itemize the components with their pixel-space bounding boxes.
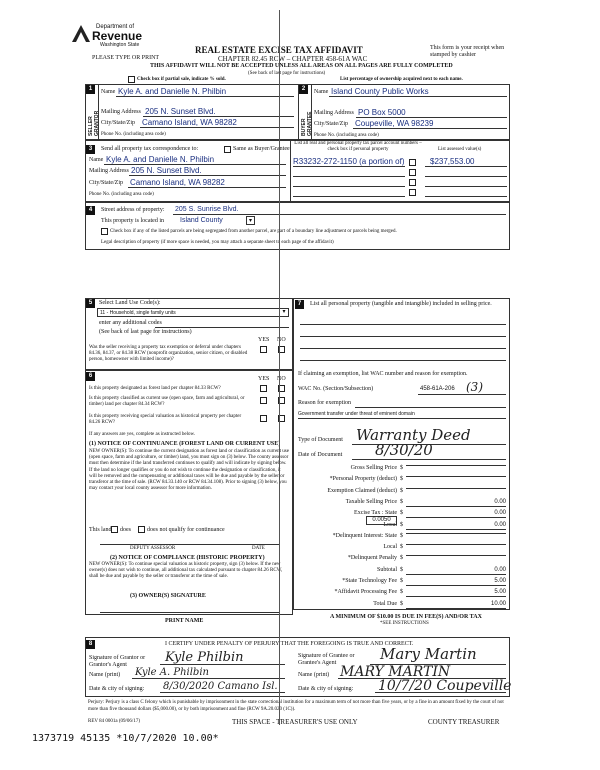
county-treasurer-label: COUNTY TREASURER <box>428 718 500 726</box>
deputy-assessor-label: DEPUTY ASSESSOR <box>130 546 176 551</box>
corr-name-label: Name <box>89 157 104 163</box>
street-address-label: Street address of property: <box>101 207 165 213</box>
calc-row-label: *Delinquent Penalty <box>347 555 397 562</box>
county-dropdown-chevron-icon[interactable]: ▾ <box>246 216 255 225</box>
buyer-city-label: City/State/Zip <box>314 121 348 127</box>
grantee-date[interactable]: 10/7/20 Coupeville <box>378 678 512 694</box>
calc-row-value[interactable] <box>406 555 506 556</box>
print-name-label: PRINT NAME <box>165 618 204 624</box>
personal-property-checkbox-2[interactable] <box>409 169 416 176</box>
receipt-note: This form is your receipt when stamped by cashier <box>430 45 505 58</box>
section-1-number: 1 <box>86 85 95 94</box>
calc-row-label: *State Technology Fee <box>342 578 397 584</box>
calc-row-dollar: $ <box>400 465 403 471</box>
calc-row-dollar: $ <box>400 510 403 517</box>
grantee-name-label: Name (print) <box>298 672 330 678</box>
section-7-number: 7 <box>295 300 304 309</box>
calc-row-label: Excise Tax : State <box>354 510 397 517</box>
see-instructions: *SEE INSTRUCTIONS <box>380 621 429 626</box>
parcel-number[interactable]: R33232-272-1150 (a portion of) <box>293 157 405 166</box>
sec5-yes-header: YES <box>258 337 270 343</box>
wac-handwritten: (3) <box>466 380 483 394</box>
doc-date-value[interactable]: 8/30/20 <box>375 441 433 459</box>
forest-yes-checkbox[interactable] <box>260 385 267 392</box>
personal-property-label: List all personal property (tangible and intangible) included in selling price. <box>310 301 492 307</box>
logo-mark-icon <box>70 22 92 44</box>
calc-row-label: Total Due <box>373 600 397 607</box>
grantor-date[interactable]: 8/30/2020 Camano Isl. <box>163 681 278 692</box>
street-address[interactable]: 205 S. Sunrise Blvd. <box>175 206 239 213</box>
personal-property-checkbox-3[interactable] <box>409 179 416 186</box>
if-yes-instruction: If any answers are yes, complete as instructed below. <box>89 432 196 437</box>
dept-line2: Revenue <box>92 29 143 43</box>
seller-name[interactable]: Kyle A. and Danielle N. Philbin <box>118 87 227 96</box>
buyer-city[interactable]: Coupeville, WA 98239 <box>355 119 434 128</box>
calc-row-label: Local <box>383 521 397 528</box>
calc-row-value[interactable]: 5.00 <box>406 578 506 586</box>
form-title: REAL ESTATE EXCISE TAX AFFIDAVIT <box>195 45 363 55</box>
calc-row-label: Gross Selling Price <box>350 465 397 471</box>
corr-mailing-label: Mailing Address <box>89 168 129 174</box>
calc-row-dollar: $ <box>400 532 403 539</box>
this-land-label: This land <box>89 527 112 533</box>
grantor-signature-label: Signature of Grantor or Grantor's Agent <box>89 655 146 668</box>
perjury-notice: Perjury: Perjury is a class C felony which is punishable by imprisonment in the state correctional institution for a maximum term of not more than five years, or by a fine in an amount fixed by the court of not more than five thousand dollars ($5,000.00), or by both imprisonment and fine (RCW 9A.20.020 (1C)). <box>88 700 504 712</box>
calc-row-label: *Delinquent Interest: State <box>332 532 397 539</box>
calc-row-value[interactable]: 5.00 <box>406 589 506 597</box>
seller-mailing[interactable]: 205 N. Sunset Blvd. <box>145 107 216 116</box>
land-use-chevron-icon: ▾ <box>279 309 288 316</box>
land-use-see-back: (See back of last page for instructions) <box>99 329 192 335</box>
buyer-name-label: Name <box>314 89 329 95</box>
calc-row-label: Exemption Claimed (deduct) <box>327 487 397 494</box>
notice-compliance-body: NEW OWNER(S): To continue special valuation as historic property, sign (3) below. If the new owner(s) does not wish to continue, all additional tax calculated pursuant to chapter 84.26 RCW, shall be due and payable by the seller or transferor at the time of sale. <box>89 562 283 580</box>
reason-value[interactable]: Government transfer under threat of eminent domain <box>298 411 415 417</box>
grantee-date-label: Date & city of signing: <box>298 686 354 692</box>
partial-sale-checkbox[interactable] <box>128 76 135 83</box>
does-checkbox[interactable] <box>111 526 118 533</box>
calc-row-label: Subtotal <box>376 566 397 573</box>
grantor-signature[interactable]: Kyle Philbin <box>165 650 244 665</box>
buyer-label: BUYER GRANTEE <box>301 111 313 136</box>
calc-row-value[interactable]: 10.00 <box>406 601 506 609</box>
calc-row-dollar: $ <box>400 600 403 607</box>
minimum-due: A MINIMUM OF $10.00 IS DUE IN FEE(S) AND/OR TAX <box>330 614 482 620</box>
calc-row-dollar: $ <box>400 476 403 483</box>
wac-label: WAC No. (Section/Subsection) <box>298 386 374 392</box>
calc-row-dollar: $ <box>400 566 403 573</box>
calc-row-dollar: $ <box>400 498 403 505</box>
parcel-header: List all real and personal property tax parcel account numbers – check box if personal property <box>294 141 422 152</box>
section-8-number: 8 <box>86 640 95 649</box>
calc-row-value[interactable] <box>406 488 506 489</box>
calc-row-value[interactable] <box>406 544 506 545</box>
calc-row-value[interactable]: 0.00 <box>406 567 506 575</box>
corr-phone-label: Phone No. (including area code) <box>89 192 154 197</box>
calc-row-label: Taxable Selling Price <box>345 498 397 505</box>
does-label: does <box>120 527 131 533</box>
section-6-number: 6 <box>86 372 95 381</box>
grantee-signature-label: Signature of Grantee or Grantee's Agent <box>298 653 355 666</box>
form-chapter: CHAPTER 82.45 RCW – CHAPTER 458-61A WAC <box>218 55 368 63</box>
does-not-label: does not qualify for continuance <box>147 527 225 533</box>
treasurer-space-label: THIS SPACE - TREASURER'S USE ONLY <box>232 718 358 726</box>
calc-row-dollar: $ <box>400 487 403 494</box>
notice-continuance-title: (1) NOTICE OF CONTINUANCE (FOREST LAND OR CURRENT USE) <box>89 441 281 447</box>
send-correspondence-label: Send all property tax correspondence to: <box>101 146 199 152</box>
calc-row-value[interactable] <box>406 476 506 477</box>
calc-row-dollar: $ <box>400 578 403 584</box>
form-revision: REV 84 0001a (09/06/17) <box>88 719 140 724</box>
calc-row-value[interactable]: 0.00 <box>406 499 506 507</box>
calc-row-dollar: $ <box>400 521 403 528</box>
seller-mailing-label: Mailing Address <box>101 109 141 115</box>
doc-date-label: Date of Document <box>298 452 343 458</box>
calc-row-label: *Personal Property (deduct) <box>329 476 397 483</box>
buyer-name[interactable]: Island County Public Works <box>331 87 429 96</box>
buyer-mailing-label: Mailing Address <box>314 110 354 116</box>
grantor-name-label: Name (print) <box>89 672 121 678</box>
segregated-label: Check box if any of the listed parcels are being segregated from another parcel, are part of a boundary line adjustment or parcels being merged. <box>110 229 397 234</box>
calc-row-dollar: $ <box>400 589 403 596</box>
seller-name-label: Name <box>101 89 116 95</box>
buyer-phone-label: Phone No. (including area code) <box>314 133 379 138</box>
ownership-note: List percentage of ownership acquired next to each name. <box>340 77 463 82</box>
calc-row-value[interactable] <box>406 533 506 534</box>
doc-type-value[interactable]: Warranty Deed <box>356 426 471 444</box>
buyer-mailing[interactable]: PO Box 5000 <box>358 108 406 117</box>
treasurer-stamp: 1373719 45135 *10/7/2020 10.00* <box>32 733 219 744</box>
wac-value[interactable]: 458-61A-206 <box>420 386 455 392</box>
does-not-checkbox[interactable] <box>138 526 145 533</box>
corr-mailing[interactable]: 205 N. Sunset Blvd. <box>131 166 202 175</box>
current-use-yes-checkbox[interactable] <box>260 397 267 404</box>
land-use-label: Select Land Use Code(s): <box>99 300 161 306</box>
seller-city[interactable]: Camano Island, WA 98282 <box>142 118 237 127</box>
grantor-date-label: Date & city of signing: <box>89 686 145 692</box>
additional-codes-label: enter any additional codes <box>99 320 162 326</box>
seller-label: SELLER GRANTOR <box>88 110 100 136</box>
section-4-number: 4 <box>86 206 95 215</box>
notice-compliance-title: (2) NOTICE OF COMPLIANCE (HISTORIC PROPERTY) <box>110 555 265 561</box>
segregated-checkbox[interactable] <box>101 228 108 235</box>
exemption-yes-checkbox[interactable] <box>260 346 267 353</box>
historic-yes-checkbox[interactable] <box>260 415 267 422</box>
notice-continuance-body: NEW OWNER(S): To continue the current designation as forest land or classification as current use (open space, farm and agriculture, or timber) land, you must sign on (3) below. The county assessor must then determine if the land transferred continues to qualify and will indicate by signing below. If the land no longer qualifies or you do not wish to continue the designation or classification, it will be removed and the compensating or additional taxes will be due and payable by the seller or transferor at the time of sale. (RCW 84.33.140 or RCW 84.34.108). Prior to signing (3) below, you may contact your local county assessor for more information. <box>89 449 289 492</box>
sec5-no-header: NO <box>277 337 286 343</box>
calc-row-value[interactable]: 0.00 <box>406 522 506 530</box>
scan-fold-line <box>279 10 280 725</box>
section-5-number: 5 <box>86 299 95 308</box>
land-use-select[interactable] <box>97 308 289 317</box>
calc-row-value[interactable]: 0.00 <box>406 510 506 518</box>
legal-description-label: Legal description of property (if more space is needed, you may attach a separate sheet to each page of the affidavit) <box>101 240 334 245</box>
corr-city[interactable]: Camano Island, WA 98282 <box>130 178 225 187</box>
owner-signature-label: (3) OWNER(S) SIGNATURE <box>130 593 206 599</box>
dept-line3: Washington State <box>100 42 140 48</box>
land-use-value: 11 - Household, single family units <box>100 310 176 316</box>
personal-property-checkbox-1[interactable] <box>409 159 416 166</box>
corr-city-label: City/State/Zip <box>89 180 123 186</box>
forest-land-question: Is this property designated as forest land per chapter 84.33 RCW? <box>89 386 221 391</box>
type-or-print: PLEASE TYPE OR PRINT <box>92 55 160 61</box>
dept-line1: Department of <box>96 24 135 30</box>
exemption-question: Was the seller receiving a property tax exemption or deferral under chapters 84.36, 84.37, or 84.38 RCW (nonprofit organization, senior citizen, or disabled person, homeowner with limited income)? <box>89 345 248 362</box>
sec6-yes-header: YES <box>258 376 270 382</box>
calc-row-dollar: $ <box>400 555 403 562</box>
doc-type-label: Type of Document <box>298 437 343 443</box>
seller-phone-label: Phone No. (including area code) <box>101 132 166 137</box>
assessed-header: List assessed value(s) <box>438 147 482 152</box>
calc-row-label: *Affidavit Processing Fee <box>334 589 397 596</box>
local-rate-box[interactable]: 0.0050 <box>366 516 397 525</box>
grantee-name[interactable]: MARY MARTIN <box>340 664 451 680</box>
calc-row-value[interactable] <box>406 465 506 466</box>
personal-property-checkbox-4[interactable] <box>409 189 416 196</box>
same-as-buyer-checkbox[interactable] <box>224 146 231 153</box>
seller-city-label: City/State/Zip <box>101 120 135 126</box>
see-back-note: (See back of last page for instructions) <box>248 71 326 76</box>
certify-statement: I CERTIFY UNDER PENALTY OF PERJURY THAT THE FOREGOING IS TRUE AND CORRECT. <box>165 641 414 647</box>
sec6-no-header: NO <box>277 376 286 382</box>
same-as-buyer-label: Same as Buyer/Grantee <box>233 146 290 152</box>
section-2-number: 2 <box>299 85 308 94</box>
located-in-label: This property is located in <box>101 218 164 224</box>
corr-name[interactable]: Kyle A. and Danielle N. Philbin <box>106 155 215 164</box>
current-use-question: Is this property classified as current use (open space, farm and agricultural, or timber) land per chapter 84.34 RCW? <box>89 396 245 407</box>
not-accepted-notice: THIS AFFIDAVIT WILL NOT BE ACCEPTED UNLESS ALL AREAS ON ALL PAGES ARE FULLY COMPLETED <box>150 63 453 69</box>
reason-label: Reason for exemption <box>298 400 351 406</box>
calc-row-label: Local <box>383 544 397 551</box>
grantor-name[interactable]: Kyle A. Philbin <box>135 667 209 678</box>
historic-question: Is this property receiving special valuation as historical property per chapter 84.26 RCW? <box>89 414 242 425</box>
grantee-signature[interactable]: Mary Martin <box>380 645 477 663</box>
assessed-value[interactable]: $237,553.00 <box>430 157 475 166</box>
exemption-claim-label: If claiming an exemption, list WAC number and reason for exemption. <box>298 371 468 377</box>
section-3-number: 3 <box>86 145 95 154</box>
calc-row-dollar: $ <box>400 544 403 551</box>
partial-sale-label: Check box if partial sale, indicate % sold. <box>137 77 226 82</box>
assessor-date-label: DATE <box>252 546 265 551</box>
located-in-county[interactable]: Island County <box>180 217 223 224</box>
